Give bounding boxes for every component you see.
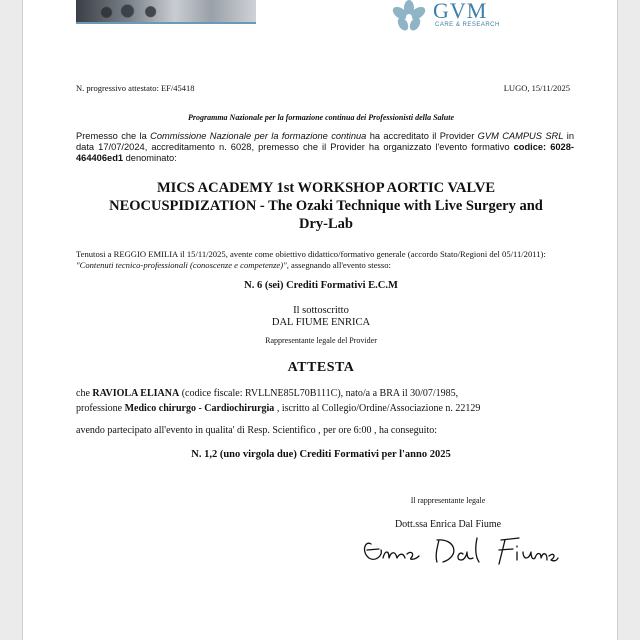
premise-text-3: in data 17/07/2024, accreditamento n. 6028, premesso che il Provider ha organizzato l'evento formativo [76,131,575,152]
event-code: codice: 6028-464406ed1 [76,142,574,163]
handwritten-signature [359,530,559,570]
commission-name: Commissione Nazionale per la formazione continua [150,131,367,141]
profession-line [76,403,480,414]
representative-name: DAL FIUME ENRICA [271,317,371,328]
premise-paragraph [76,131,574,164]
progressive-value: EF/45418 [160,83,195,93]
gvm-leaf-icon [389,0,429,34]
profession-rest: , iscritto al Collegio/Ordine/Associazione n. 22129 [274,403,481,414]
participant-che: che [76,388,93,399]
venue-text-1: Tenutosi a REGGIO EMILIA il 15/11/2025, avente come obiettivo didattico/formativo generale (accordo Stato/Regioni del 05/11/2011): [76,249,546,259]
premise-text-1: Premesso che la [76,131,151,141]
certificate-page [22,0,618,640]
logo-name: GVM [433,0,488,23]
progressive-label: N. progressivo attestato: [76,83,159,93]
programme-title: Programma Nazionale per la formazione continua dei Professionisti della Salute [187,113,455,122]
participant-name: RAVIOLA ELIANA [92,388,180,399]
attesta-heading: ATTESTA [287,360,355,375]
gvm-logo [389,0,519,34]
header-photo [76,0,256,24]
provider-name: GVM CAMPUS SRL [477,131,564,141]
profession-label: professione [76,403,125,414]
participant-line [76,388,458,399]
premise-text-2: ha accreditato il Provider [366,131,478,141]
representative-role: Rappresentante legale del Provider [265,336,377,345]
participant-details: (codice fiscale: RVLLNE85L70B111C), nato/a a BRA il 30/07/1985, [179,388,459,399]
signature-role: Il rappresentante legale [410,496,486,505]
place-date: LUGO, 15/11/2025 [503,83,570,93]
year-credits: N. 1,2 (uno virgola due) Crediti Formativi per l'anno 2025 [191,449,451,460]
event-title: MICS ACADEMY 1st WORKSHOP AORTIC VALVE NEOCUSPIDIZATION - The Ozaki Technique with Live Surgery and Dry-Lab [109,180,543,232]
venue-paragraph [76,249,576,270]
undersigned-label: Il sottoscritto [293,305,349,316]
premise-text-4: denominato: [123,153,177,163]
ecm-credits: N. 6 (sei) Crediti Formativi E.C.M [244,280,398,291]
progressive-number [76,83,195,93]
objective-text: "Contenuti tecnico-professionali (conoscenze e competenze)" [76,259,287,270]
logo-subtitle: CARE & RESEARCH [435,22,500,28]
participation-line: avendo partecipato all'evento in qualita' di Resp. Scientifico , per ore 6:00 , ha conseguito: [76,425,437,436]
venue-text-2: , assegnando all'evento stesso: [286,259,391,270]
profession-value: Medico chirurgo - Cardiochirurgia [124,403,275,414]
signature-name: Dott.ssa Enrica Dal Fiume [394,519,502,530]
